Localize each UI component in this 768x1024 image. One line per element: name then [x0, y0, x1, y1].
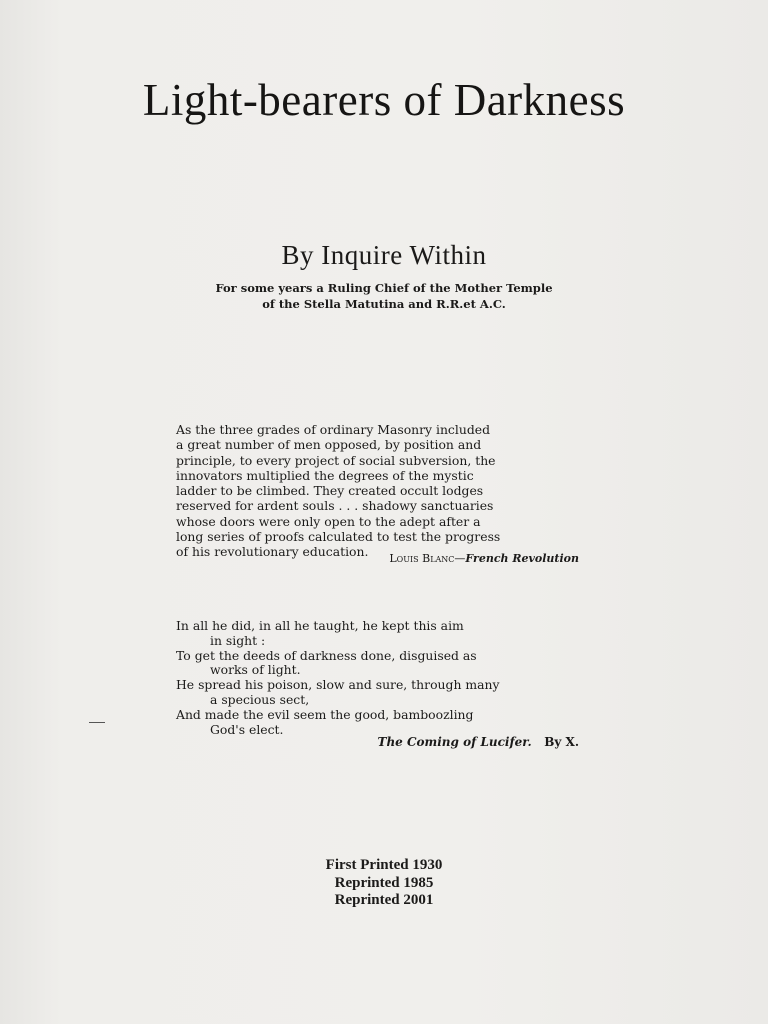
poem-line-indented: a specious sect,	[210, 691, 310, 707]
poem-line-indented: in sight :	[210, 632, 266, 648]
epigraph-line: innovators multiplied the degrees of the mystic	[176, 467, 474, 483]
epigraph-poem-attribution	[176, 735, 579, 749]
printing-line: Reprinted 2001	[334, 892, 434, 908]
epigraph-line: a great number of men opposed, by position and	[176, 437, 482, 453]
poem-line-indented: works of light.	[210, 662, 301, 678]
poem-line: To get the deeds of darkness done, disguised as	[176, 647, 477, 663]
author-byline: By Inquire Within	[281, 240, 487, 270]
epigraph-line: long series of proofs calculated to test the progress	[176, 529, 501, 545]
author-description	[150, 280, 618, 312]
printing-line: Reprinted 1985	[334, 874, 434, 891]
poem-line: And made the evil seem the good, bamboozling	[176, 706, 474, 722]
book-title: Light-bearers of Darkness	[142, 75, 626, 125]
attribution-work: The Coming of Lucifer.	[377, 735, 532, 749]
attribution-separator: —	[454, 552, 466, 565]
epigraph-poem	[176, 619, 582, 737]
margin-dash-mark	[89, 722, 105, 723]
epigraph-line: of his revolutionary education.	[176, 544, 369, 560]
author-description-line: For some years a Ruling Chief of the Mother Temple	[215, 281, 553, 295]
poem-line-indented: God's elect.	[210, 721, 284, 737]
author-description-line: of the Stella Matutina and R.R.et A.C.	[262, 297, 506, 311]
epigraph-line: ladder to be climbed. They created occult lodges	[176, 483, 484, 499]
attribution-work: French Revolution	[465, 552, 579, 565]
epigraph-prose	[176, 422, 582, 560]
epigraph-line: As the three grades of ordinary Masonry included	[176, 422, 491, 437]
epigraph-prose-attribution	[176, 552, 579, 565]
poem-line: In all he did, in all he taught, he kept this aim	[176, 618, 464, 633]
epigraph-line: reserved for ardent souls . . . shadowy sanctuaries	[176, 498, 494, 514]
attribution-author: By X.	[544, 735, 579, 749]
attribution-author: Louis Blanc	[389, 552, 455, 565]
printing-history	[0, 857, 768, 910]
epigraph-line: whose doors were only open to the adept after a	[176, 513, 481, 529]
poem-line: He spread his poison, slow and sure, through many	[176, 677, 500, 693]
bleed-through-decoration	[330, 170, 334, 183]
epigraph-line: principle, to every project of social subversion, the	[176, 452, 496, 468]
printing-line: First Printed 1930	[325, 857, 443, 873]
